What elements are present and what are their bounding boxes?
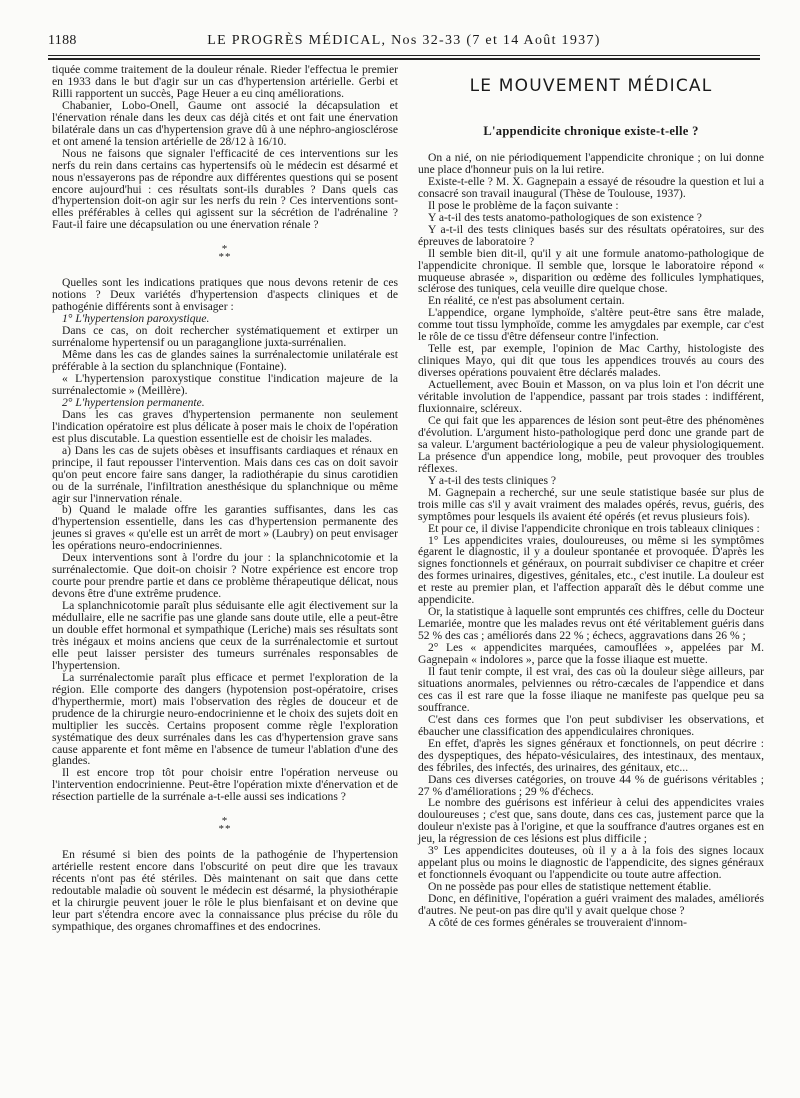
section-separator-asterism: * ** xyxy=(218,815,232,836)
header-rule-thin xyxy=(48,55,760,56)
paragraph: Il est encore trop tôt pour choisir entre l'opération nerveuse ou l'intervention endocrinienne. Peut-être l'opération mixte d'énervation et de résection partielle de la surrénale a-t-elle aussi ses indications ? xyxy=(52,766,398,804)
paragraph: Dans les cas graves d'hypertension permanente non seulement l'indication opératoire est plus délicate à poser mais le choix de l'opération est plus discutable. La question essentielle est de choisir les malades. xyxy=(52,407,398,445)
paragraph: Il pose le problème de la façon suivante : xyxy=(428,198,619,212)
paragraph: Deux interventions sont à l'ordre du jour : la splanchnicotomie et la surrénalectomie. Que doit-on choisir ? Notre expérience est encore trop courte pour prendre partie et dans ce problème thérapeutique délicat, nous devons être d'une extrême prudence. xyxy=(52,551,398,601)
right-column xyxy=(418,76,764,929)
paragraph: Existe-t-elle ? M. X. Gagnepain a essayé de résoudre la question et lui a consacré son travail inaugural (Thèse de Toulouse, 1937). xyxy=(418,174,764,200)
paragraph: Y a-t-il des tests cliniques ? xyxy=(428,473,557,487)
paragraph: Il faut tenir compte, il est vrai, des cas où la douleur siège ailleurs, par situations anormales, pelviennes ou rétro-cæcales de l'appendice et dans ces cas il est rare que la fosse iliaque ne manifeste pas quelque peu sa souffrance. xyxy=(418,664,764,714)
page-number: 1188 xyxy=(48,33,77,48)
paragraph: « L'hypertension paroxystique constitue l'indication majeure de la surrénalectomie » (Meillère). xyxy=(52,371,398,397)
paragraph: C'est dans ces formes que l'on peut subdiviser les observations, et ébaucher une classification des appendiculaires chroniques. xyxy=(418,712,764,738)
running-head xyxy=(48,33,760,53)
paragraph: En réalité, ce n'est pas absolument certain. xyxy=(428,294,625,308)
paragraph: On ne possède pas pour elles de statistique nettement établie. xyxy=(428,880,712,894)
paragraph: En résumé si bien des points de la pathogénie de l'hypertension artérielle restent encore dans l'obscurité on peut dire que les travaux récents n'ont pas été stériles. Dès maintenant on sait que dans cette redoutable maladie où souvent le médecin est désarmé, la physiothérapie et la chirurgie peuvent jouer le rôle le plus bienfaisant et on devine que leur part s'étendra encore avec la connaissance plus précise du rôle du sympathique, des organes chromaffines et des endocrines. xyxy=(52,848,398,933)
paragraph: Nous ne faisons que signaler l'efficacité de ces interventions sur les nerfs du rein dans certains cas hypertensifs où le médecin est désarmé et nous n'essayerons pas de répondre aux différentes questions qui se posent encore aujourd'hui : ces résultats sont-ils durables ? Dans quels cas d'hypertension doit-on agir sur les nerfs du rein ? Ces interventions sont-elles préférables à celles qui agissent sur la sécrétion de l'adrénaline ? Faut-il faire une décapsulation ou une énervation rénale ? xyxy=(52,146,398,232)
paragraph: 2° Les « appendicites marquées, camouflées », appelées par M. Gagnepain « indolores », parce que la fosse iliaque est muette. xyxy=(418,641,764,667)
paragraph: tiquée comme traitement de la douleur rénale. Rieder l'effectua le premier en 1933 dans le but d'agir sur un cas d'hypertension artérielle. Gerbi et Rilli rapportent un succès, Page Heuer a eu cinq améliorations. xyxy=(52,63,398,100)
paragraph: a) Dans les cas de sujets obèses et insuffisants cardiaques et rénaux en principe, il faut repousser l'intervention. Mais dans ces cas on doit savoir qu'on peut encore faire sans danger, la radiothérapie du sinus carotidien ou de la surrénale, l'infiltration anesthésique du splanchnique ou même agir sur l'innervation rénale. xyxy=(52,443,398,505)
paragraph: Donc, en définitive, l'opération a guéri vraiment des malades, améliorés d'autres. Ne peut-on pas dire qu'il y avait quelque chose ? xyxy=(418,892,764,918)
paragraph: 1° Les appendicites vraies, douloureuses, ou même si les symptômes égarent le diagnostic, il y a douleur spontanée et provoquée. D'après les signes fonctionnels et généraux, on pourrait subdiviser ce chapitre et créer des formes urinaires, digestives, génitales, etc., c'est inutile. La douleur est et reste au premier plan, et l'affection apparaît dès le début comme une appendicite. xyxy=(418,533,764,607)
subheading: 1° L'hypertension paroxystique. xyxy=(62,312,210,326)
paragraph: 3° Les appendicites douteuses, où il y a à la fois des signes locaux appelant plus ou moins le diagnostic de l'appendicite, des signes généraux et fonctionnels évoquant ou l'appendicite ou toute autre affection. xyxy=(418,844,764,882)
left-column xyxy=(52,64,398,933)
paragraph: Chabanier, Lobo-Onell, Gaume ont associé la décapsulation et l'énervation rénale dans les deux cas déjà cités et ont fait une énervation bilatérale dans un cas d'hypertension grave dû à une néphro-angiosclérose et ont amené la tension artérielle de 28/12 à 16/10. xyxy=(52,98,398,148)
section-separator-asterism: * ** xyxy=(218,243,232,264)
paragraph: Dans ce cas, on doit rechercher systématiquement et extirper un surrénalome hypertensif ou un paraganglione juxta-surrénalien. xyxy=(52,324,398,350)
article-title: L'appendicite chronique existe-t-elle ? xyxy=(483,124,699,138)
paragraph: Dans ces diverses catégories, on trouve 44 % de guérisons véritables ; 27 % d'améliorations ; 29 % d'échecs. xyxy=(418,772,764,798)
paragraph: La surrénalectomie paraît plus efficace et permet l'exploration de la région. Elle comporte des dangers (hypotension post-opératoire, crises d'hyperthermie, mort) mais l'observation des règles de douceur et de prudence de la chirurgie neuro-endocrinienne et le choix des sujets doit en multiplier les succès. Certains proposent comme règle l'exploration systématique des deux surrénales dans les cas d'hypertension grave sans cause apparente et font même en l'absence de tumeur l'ablation d'une des glandes. xyxy=(52,670,398,768)
subheading: 2° L'hypertension permanente. xyxy=(62,395,205,409)
paragraph: Il semble bien dit-il, qu'il y ait une formule anatomo-pathologique de l'appendicite chronique. Il semble que, lorsque le laboratoire répond « muqueuse abrasée », disparition ou œdème des follicules lymphatiques, sclérose des tuniques, cela veuille dire quelque chose. xyxy=(418,246,764,296)
paragraph: Actuellement, avec Bouin et Masson, on va plus loin et l'on décrit une véritable involution de l'appendice, passant par trois stades : indifférent, fluxionnaire, scléreux. xyxy=(418,378,764,416)
paragraph: Le nombre des guérisons est inférieur à celui des appendicites vraies douloureuses ; c'est que, sans doute, dans ces cas, justement parce que la douleur n'existe pas à l'origine, et que la souffrance d'autres organes est en jeu, la régression de ces lésions est plus difficile ; xyxy=(418,796,764,846)
paragraph: Or, la statistique à laquelle sont empruntés ces chiffres, celle du Docteur Lemariée, montre que les malades revus ont été véritablement guéris dans 52 % des cas ; améliorés dans 22 % ; échecs, aggravations dans 26 % ; xyxy=(418,605,764,643)
journal-header: LE PROGRÈS MÉDICAL, Nos 32-33 (7 et 14 Août 1937) xyxy=(207,33,601,48)
paragraph: En effet, d'après les signes généraux et fonctionnels, on peut décrire : des dyspeptiques, des hépato-vésiculaires, des intestinaux, des mentaux, des fébriles, des infectés, des urinaires, des génitaux, etc... xyxy=(418,736,764,774)
paragraph: M. Gagnepain a recherché, sur une seule statistique basée sur plus de trois mille cas s'il y avait vraiment des malades opérés, revus, guéris, des symptômes pour lesquels ils avaient été opérés (et revus plusieurs fois). xyxy=(418,485,764,523)
paragraph: L'appendice, organe lymphoïde, s'altère peut-être sans être malade, comme tout tissu lymphoïde, comme les amygdales par exemple, car c'est le rôle de ce tissu d'être défenseur contre l'infection. xyxy=(418,306,764,344)
paragraph: A côté de ces formes générales se trouveraient d'innom- xyxy=(428,916,687,929)
paragraph: Quelles sont les indications pratiques que nous devons retenir de ces notions ? Deux variétés d'hypertension d'aspects cliniques et de pathogénie différents sont à envisager : xyxy=(52,276,398,314)
paragraph: Telle est, par exemple, l'opinion de Mac Carthy, histologiste des cliniques Mayo, qui dit que tous les appendices trouvés au cours des diverses opérations pouvaient être déclarés malades. xyxy=(418,342,764,380)
paragraph: On a nié, on nie périodiquement l'appendicite chronique ; on lui donne une place d'honneur puis on la lui retire. xyxy=(418,151,764,176)
paragraph: b) Quand le malade offre les garanties suffisantes, dans les cas d'hypertension essentielle, dans les cas d'hypertension permanente des jeunes si graves « qu'elle est un arrêt de mort » (Laubry) on peut envisager les opérations neuro-endocriniennes. xyxy=(52,503,398,553)
paragraph: Et pour ce, il divise l'appendicite chronique en trois tableaux cliniques : xyxy=(428,521,760,535)
paragraph: Ce qui fait que les apparences de lésion sont peut-être des phénomènes d'évolution. L'argument histo-pathologique perd donc une grande part de sa valeur. L'argument bactériologique a peu de valeur physiologiquement. La présence d'un appendice long, mobile, peut provoquer des troubles réflexes. xyxy=(418,413,764,475)
paragraph: Y a-t-il des tests cliniques basés sur des résultats opératoires, sur des épreuves de laboratoire ? xyxy=(418,222,764,248)
paragraph: Y a-t-il des tests anatomo-pathologiques de son existence ? xyxy=(428,210,702,224)
paragraph: Même dans les cas de glandes saines la surrénalectomie unilatérale est préférable à la section du splanchnique (Fontaine). xyxy=(52,348,398,374)
section-title: LE MOUVEMENT MÉDICAL xyxy=(469,76,713,96)
paragraph: La splanchnicotomie paraît plus séduisante elle agit électivement sur la médullaire, elle ne sacrifie pas une glande sans doute utile, elle a peut-être un double effet hormonal et sympathique (Leriche) mais ses résultats sont très inégaux et moins anciens que ceux de la surrénalectomie et surtout elle peut laisser persister des tumeurs surrénales responsables de l'hypertension. xyxy=(52,599,398,672)
header-rule-thick xyxy=(48,58,760,60)
